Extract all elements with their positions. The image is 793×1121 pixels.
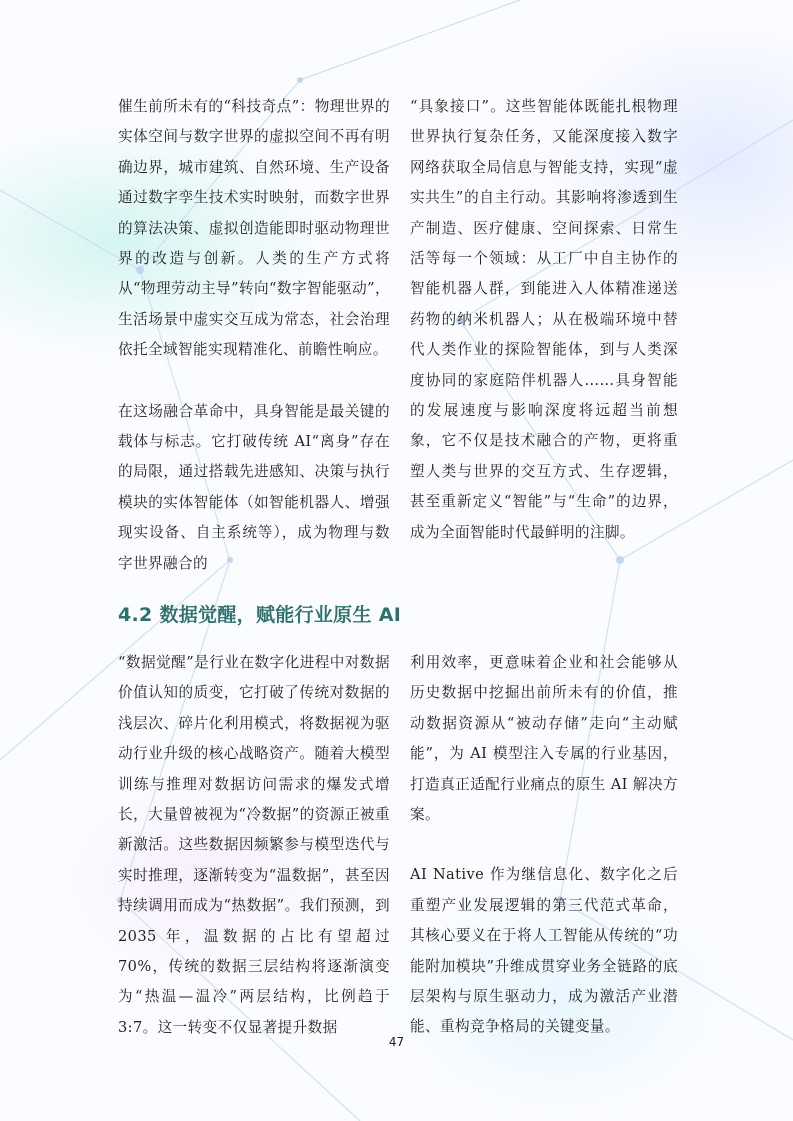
section-heading: 4.2 数据觉醒，赋能行业原生 AI (118, 604, 402, 626)
body-paragraph: 催生前所未有的“科技奇点”：物理世界的实体空间与数字世界的虚拟空间不再有明确边界，城市建筑、自然环境、生产设备通过数字孪生技术实时映射，而数字世界的算法决策、虚拟创造能即时驱动物理世界的改造与创新。人类的生产方式将从“物理劳动主导”转向“数字智能驱动”，生活场景中虚实交互成为常态，社会治理依托全域智能实现精准化、前瞻性响应。 (118, 98, 390, 359)
body-paragraph: 在这场融合革命中，具身智能是最关键的载体与标志。它打破传统 AI“离身”存在的局限，通过搭载先进感知、决策与执行模块的实体智能体（如智能机器人、增强现实设备、自主系统等），成为物理与数字世界融合的 (118, 402, 390, 572)
bottom-right-column (410, 648, 678, 1043)
body-paragraph: “数据觉醒”是行业在数字化进程中对数据价值认知的质变，它打破了传统对数据的浅层次、碎片化利用模式，将数据视为驱动行业升级的核心战略资产。随着大模型训练与推理对数据访问需求的爆发式增长，大量曾被视为“冷数据”的资源正被重新激活。这些数据因频繁参与模型迭代与实时推理，逐渐转变为“温数据”，甚至因持续调用而成为“热数据”。我们预测，到 2035 年，温数据的占比有望超过 70%，传统的数据三层结构将逐渐演变为“热温—温冷”两层结构，比例趋于 3:7。这一转变不仅显著提升数据 (118, 654, 390, 1036)
top-right-column (410, 92, 678, 548)
body-paragraph: “具象接口”。这些智能体既能扎根物理世界执行复杂任务，又能深度接入数字网络获取全局信息与智能支持，实现“虚实共生”的自主行动。其影响将渗透到生产制造、医疗健康、空间探索、日常生活等每一个领域：从工厂中自主协作的智能机器人群，到能进入人体精准递送药物的纳米机器人；从在极端环境中替代人类作业的探险智能体，到与人类深度协同的家庭陪伴机器人……具身智能的发展速度与影响深度将远超当前想象，它不仅是技术融合的产物，更将重塑人类与世界的交互方式、生存逻辑，甚至重新定义“智能”与“生命”的边界，成为全面智能时代最鲜明的注脚。 (410, 98, 678, 541)
bottom-left-column (118, 648, 390, 1043)
page-number: 47 (388, 1035, 405, 1049)
body-paragraph: AI Native 作为继信息化、数字化之后重塑产业发展逻辑的第三代范式革命，其核心要义在于将人工智能从传统的“功能附加模块”升维成贯穿业务全链路的底层架构与原生驱动力，成为激活产业潜能、重构竞争格局的关键变量。 (410, 866, 678, 1036)
top-left-column (118, 92, 390, 579)
body-paragraph: 利用效率，更意味着企业和社会能够从历史数据中挖掘出前所未有的价值，推动数据资源从“被动存储”走向“主动赋能”，为 AI 模型注入专属的行业基因，打造真正适配行业痛点的原生 AI 解决方案。 (410, 654, 678, 824)
